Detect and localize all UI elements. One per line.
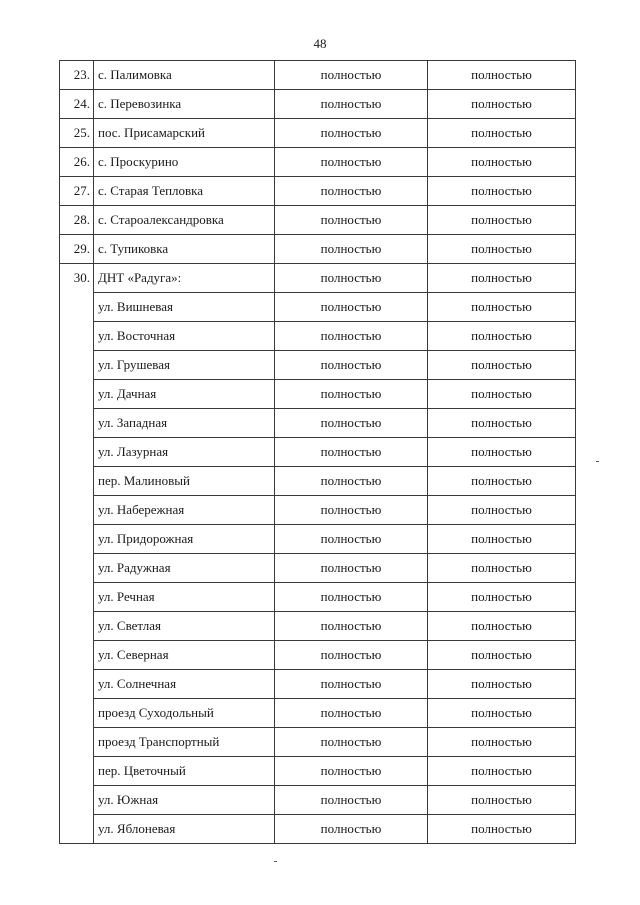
table-row	[60, 525, 576, 554]
status-cell-2: полностью	[428, 757, 576, 786]
table-row	[60, 670, 576, 699]
row-number-cell	[60, 612, 94, 641]
settlement-name-cell: ул. Вишневая	[94, 293, 275, 322]
status-cell-2: полностью	[428, 380, 576, 409]
status-cell-2: полностью	[428, 612, 576, 641]
settlements-table	[59, 60, 576, 844]
status-cell-1: полностью	[275, 757, 428, 786]
table-row	[60, 815, 576, 844]
settlement-name-cell: пос. Присамарский	[94, 119, 275, 148]
status-cell-1: полностью	[275, 815, 428, 844]
row-number-cell: 27.	[60, 177, 94, 206]
row-number-cell	[60, 670, 94, 699]
row-number-cell	[60, 525, 94, 554]
status-cell-1: полностью	[275, 496, 428, 525]
settlement-name-cell: ул. Придорожная	[94, 525, 275, 554]
status-cell-2: полностью	[428, 699, 576, 728]
status-cell-1: полностью	[275, 322, 428, 351]
settlement-name-cell: ул. Радужная	[94, 554, 275, 583]
row-number-cell	[60, 380, 94, 409]
status-cell-2: полностью	[428, 467, 576, 496]
row-number-cell: 28.	[60, 206, 94, 235]
table-row	[60, 757, 576, 786]
row-number-cell	[60, 496, 94, 525]
status-cell-1: полностью	[275, 467, 428, 496]
row-number-cell	[60, 757, 94, 786]
status-cell-2: полностью	[428, 409, 576, 438]
status-cell-1: полностью	[275, 670, 428, 699]
status-cell-2: полностью	[428, 235, 576, 264]
status-cell-1: полностью	[275, 786, 428, 815]
row-number-cell: 30.	[60, 264, 94, 293]
table-row	[60, 264, 576, 293]
status-cell-1: полностью	[275, 119, 428, 148]
row-number-cell: 29.	[60, 235, 94, 264]
settlement-name-cell: с. Проскурино	[94, 148, 275, 177]
status-cell-1: полностью	[275, 699, 428, 728]
scan-artifact	[596, 461, 599, 462]
page-number: 48	[313, 36, 327, 51]
status-cell-2: полностью	[428, 815, 576, 844]
scan-artifact	[274, 861, 277, 862]
status-cell-1: полностью	[275, 351, 428, 380]
settlement-name-cell: ул. Южная	[94, 786, 275, 815]
row-number-cell	[60, 641, 94, 670]
row-number-cell: 24.	[60, 90, 94, 119]
row-number-cell: 25.	[60, 119, 94, 148]
status-cell-1: полностью	[275, 728, 428, 757]
settlement-name-cell: ул. Восточная	[94, 322, 275, 351]
settlement-name-cell: ул. Западная	[94, 409, 275, 438]
status-cell-1: полностью	[275, 409, 428, 438]
settlement-name-cell: ул. Дачная	[94, 380, 275, 409]
status-cell-1: полностью	[275, 293, 428, 322]
status-cell-1: полностью	[275, 206, 428, 235]
table-row	[60, 641, 576, 670]
table-row	[60, 90, 576, 119]
row-number-cell	[60, 815, 94, 844]
settlement-name-cell: пер. Цветочный	[94, 757, 275, 786]
table-row	[60, 554, 576, 583]
row-number-cell: 23.	[60, 61, 94, 90]
settlement-name-cell: ул. Яблоневая	[94, 815, 275, 844]
settlement-name-cell: проезд Суходольный	[94, 699, 275, 728]
status-cell-1: полностью	[275, 177, 428, 206]
status-cell-1: полностью	[275, 61, 428, 90]
table-row	[60, 177, 576, 206]
status-cell-2: полностью	[428, 438, 576, 467]
table-row	[60, 380, 576, 409]
settlement-name-cell: ул. Солнечная	[94, 670, 275, 699]
table-row	[60, 786, 576, 815]
status-cell-1: полностью	[275, 148, 428, 177]
settlement-name-cell: ул. Северная	[94, 641, 275, 670]
status-cell-2: полностью	[428, 583, 576, 612]
row-number-cell	[60, 583, 94, 612]
row-number-cell	[60, 786, 94, 815]
settlement-name-cell: с. Староалександровка	[94, 206, 275, 235]
row-number-cell	[60, 293, 94, 322]
row-number-cell	[60, 351, 94, 380]
settlement-name-cell: ул. Светлая	[94, 612, 275, 641]
status-cell-1: полностью	[275, 583, 428, 612]
status-cell-1: полностью	[275, 90, 428, 119]
status-cell-2: полностью	[428, 264, 576, 293]
table-row	[60, 467, 576, 496]
row-number-cell	[60, 728, 94, 757]
row-number-cell	[60, 699, 94, 728]
row-number-cell	[60, 438, 94, 467]
status-cell-1: полностью	[275, 612, 428, 641]
settlement-name-cell: ул. Грушевая	[94, 351, 275, 380]
table-row	[60, 61, 576, 90]
table-row	[60, 322, 576, 351]
table-row	[60, 148, 576, 177]
status-cell-2: полностью	[428, 351, 576, 380]
table-row	[60, 612, 576, 641]
status-cell-2: полностью	[428, 61, 576, 90]
table-row	[60, 206, 576, 235]
status-cell-2: полностью	[428, 641, 576, 670]
table-row	[60, 728, 576, 757]
status-cell-1: полностью	[275, 641, 428, 670]
settlement-name-cell: пер. Малиновый	[94, 467, 275, 496]
row-number-cell	[60, 409, 94, 438]
table-row	[60, 293, 576, 322]
settlement-name-cell: ДНТ «Радуга»:	[94, 264, 275, 293]
row-number-cell	[60, 467, 94, 496]
table-row	[60, 699, 576, 728]
table-row	[60, 235, 576, 264]
status-cell-1: полностью	[275, 525, 428, 554]
row-number-cell: 26.	[60, 148, 94, 177]
status-cell-2: полностью	[428, 322, 576, 351]
status-cell-2: полностью	[428, 206, 576, 235]
table-body	[60, 61, 576, 844]
status-cell-2: полностью	[428, 786, 576, 815]
status-cell-1: полностью	[275, 380, 428, 409]
settlement-name-cell: с. Тупиковка	[94, 235, 275, 264]
status-cell-2: полностью	[428, 148, 576, 177]
settlement-name-cell: ул. Лазурная	[94, 438, 275, 467]
table-row	[60, 119, 576, 148]
table-row	[60, 351, 576, 380]
status-cell-2: полностью	[428, 554, 576, 583]
table-row	[60, 496, 576, 525]
status-cell-2: полностью	[428, 119, 576, 148]
status-cell-1: полностью	[275, 438, 428, 467]
status-cell-2: полностью	[428, 728, 576, 757]
table-row	[60, 438, 576, 467]
status-cell-2: полностью	[428, 177, 576, 206]
table-row	[60, 583, 576, 612]
settlement-name-cell: с. Перевозинка	[94, 90, 275, 119]
settlement-name-cell: с. Палимовка	[94, 61, 275, 90]
settlement-name-cell: ул. Набережная	[94, 496, 275, 525]
settlement-name-cell: ул. Речная	[94, 583, 275, 612]
status-cell-2: полностью	[428, 293, 576, 322]
status-cell-1: полностью	[275, 264, 428, 293]
status-cell-2: полностью	[428, 670, 576, 699]
settlement-name-cell: с. Старая Тепловка	[94, 177, 275, 206]
table-row	[60, 409, 576, 438]
status-cell-2: полностью	[428, 525, 576, 554]
row-number-cell	[60, 554, 94, 583]
status-cell-1: полностью	[275, 235, 428, 264]
status-cell-1: полностью	[275, 554, 428, 583]
settlement-name-cell: проезд Транспортный	[94, 728, 275, 757]
row-number-cell	[60, 322, 94, 351]
status-cell-2: полностью	[428, 496, 576, 525]
status-cell-2: полностью	[428, 90, 576, 119]
